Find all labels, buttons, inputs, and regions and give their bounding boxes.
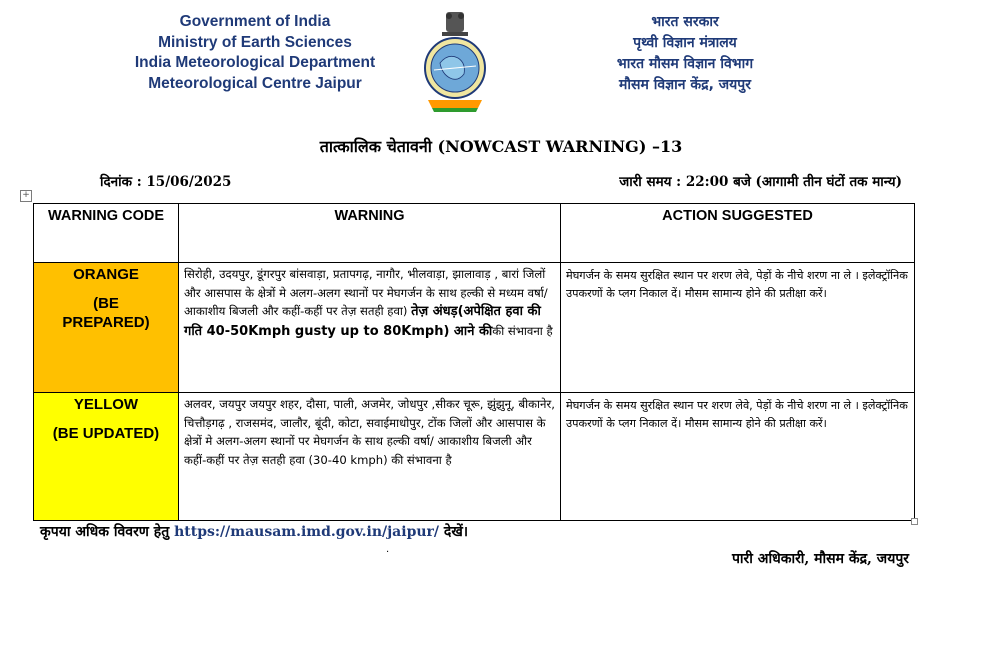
issue-time-line: जारी समय : 22:00 बजे (आगामी तीन घंटों तक मान्य) <box>619 174 902 190</box>
header-warning-code: WARNING CODE <box>34 204 179 263</box>
header-en-line-1: Government of India <box>179 13 331 30</box>
footer-suffix: देखें। <box>439 524 469 540</box>
date-line: दिनांक : 15/06/2025 <box>100 174 232 190</box>
warning-table <box>33 203 915 521</box>
orange-code-cell <box>34 263 179 393</box>
header-en-line-4: Meteorological Centre Jaipur <box>148 74 362 92</box>
table-header-row <box>34 204 915 263</box>
yellow-warning-cell: अलवर, जयपुर जयपुर शहर, दौसा, पाली, अजमेर, जोधपुर ,सीकर चूरू, झुंझुनू, बीकानेर, चित्तौड़गढ़ , राजसमंद, जालौर, बूंदी, कोटा, सवाईमाधोपुर, टोंक जिलों और आसपास के क्षेत्रों मे अलग-अलग स्थानों पर मेघगर्जन के साथ हल्की वर्षा/ आकाशीय बिजली और कहीं-कहीं पर तेज़ सतही हवा (30-40 kmph) की संभावना है <box>179 393 561 521</box>
orange-warning-cell <box>179 263 561 393</box>
header-en-line-3: India Meteorological Department <box>134 54 376 71</box>
stray-dot: . <box>386 544 390 555</box>
yellow-code-cell <box>34 393 179 521</box>
table-resize-handle[interactable] <box>911 518 918 525</box>
orange-warning-text: सिरोही, उदयपुर, डूंगरपुर बांसवाड़ा, प्रतापगढ़, नागौर, भीलवाड़ा, झालावाड़ , बारां जिलों और आसपास के क्षेत्रों मे अलग-अलग स्थानों पर मेघगर्जन के साथ हल्की से मध्यम वर्षा/ आकाशीय बिजली और कहीं-कहीं पर तेज़ सतही हवा) <box>184 267 548 318</box>
yellow-action-cell: मेघगर्जन के समय सुरक्षित स्थान पर शरण लेवे, पेड़ों के नीचे शरण ना ले । इलेक्ट्रॉनिक उपकरणों के प्लग निकाल दें। मौसम सामान्य होने की प्रतीक्षा करें। <box>561 393 915 521</box>
header-en-line-2: Ministry of Earth Sciences <box>158 33 352 51</box>
imd-emblem-icon <box>420 8 490 114</box>
imd-jaipur-link[interactable]: https://mausam.imd.gov.in/jaipur/ <box>174 524 440 540</box>
header-action-suggested: ACTION SUGGESTED <box>561 204 915 263</box>
header-warning: WARNING <box>179 204 561 263</box>
signature: पारी अधिकारी, मौसम केंद्र, जयपुर <box>731 551 909 567</box>
table-row-orange <box>34 263 915 393</box>
header-english <box>110 12 400 94</box>
orange-code-label: ORANGE <box>73 266 139 283</box>
footer-prefix: कृपया अधिक विवरण हेतु <box>40 524 175 540</box>
header-hi-line-1: भारत सरकार <box>651 14 719 30</box>
orange-action-cell: मेघगर्जन के समय सुरक्षित स्थान पर शरण लेवे, पेड़ों के नीचे शरण ना ले । इलेक्ट्रॉनिक उपकरणों के प्लग निकाल दें। मौसम सामान्य होने की प्रतीक्षा करें। <box>561 263 915 393</box>
header-hi-line-4: मौसम विज्ञान केंद्र, जयपुर <box>619 77 751 93</box>
yellow-code-sub: (BE UPDATED) <box>52 425 160 442</box>
header-hi-line-2: पृथ्वी विज्ञान मंत्रालय <box>633 35 737 51</box>
footer-details <box>40 522 468 541</box>
table-move-handle-icon[interactable]: + <box>20 190 32 202</box>
orange-code-sub: (BE PREPARED) <box>62 295 150 331</box>
orange-warning-bold: तेज़ अंधड़(अपेक्षित हवा की गति 40-50Kmph gusty up to 80Kmph) आने की <box>184 304 541 339</box>
table-row-yellow <box>34 393 915 521</box>
header-hindi <box>560 12 810 96</box>
yellow-code-label: YELLOW <box>73 396 139 413</box>
warning-title: तात्कालिक चेतावनी (NOWCAST WARNING) –13 <box>319 137 683 156</box>
header-hi-line-3: भारत मौसम विज्ञान विभाग <box>616 56 754 72</box>
orange-warning-end: की संभावना है <box>492 323 553 338</box>
